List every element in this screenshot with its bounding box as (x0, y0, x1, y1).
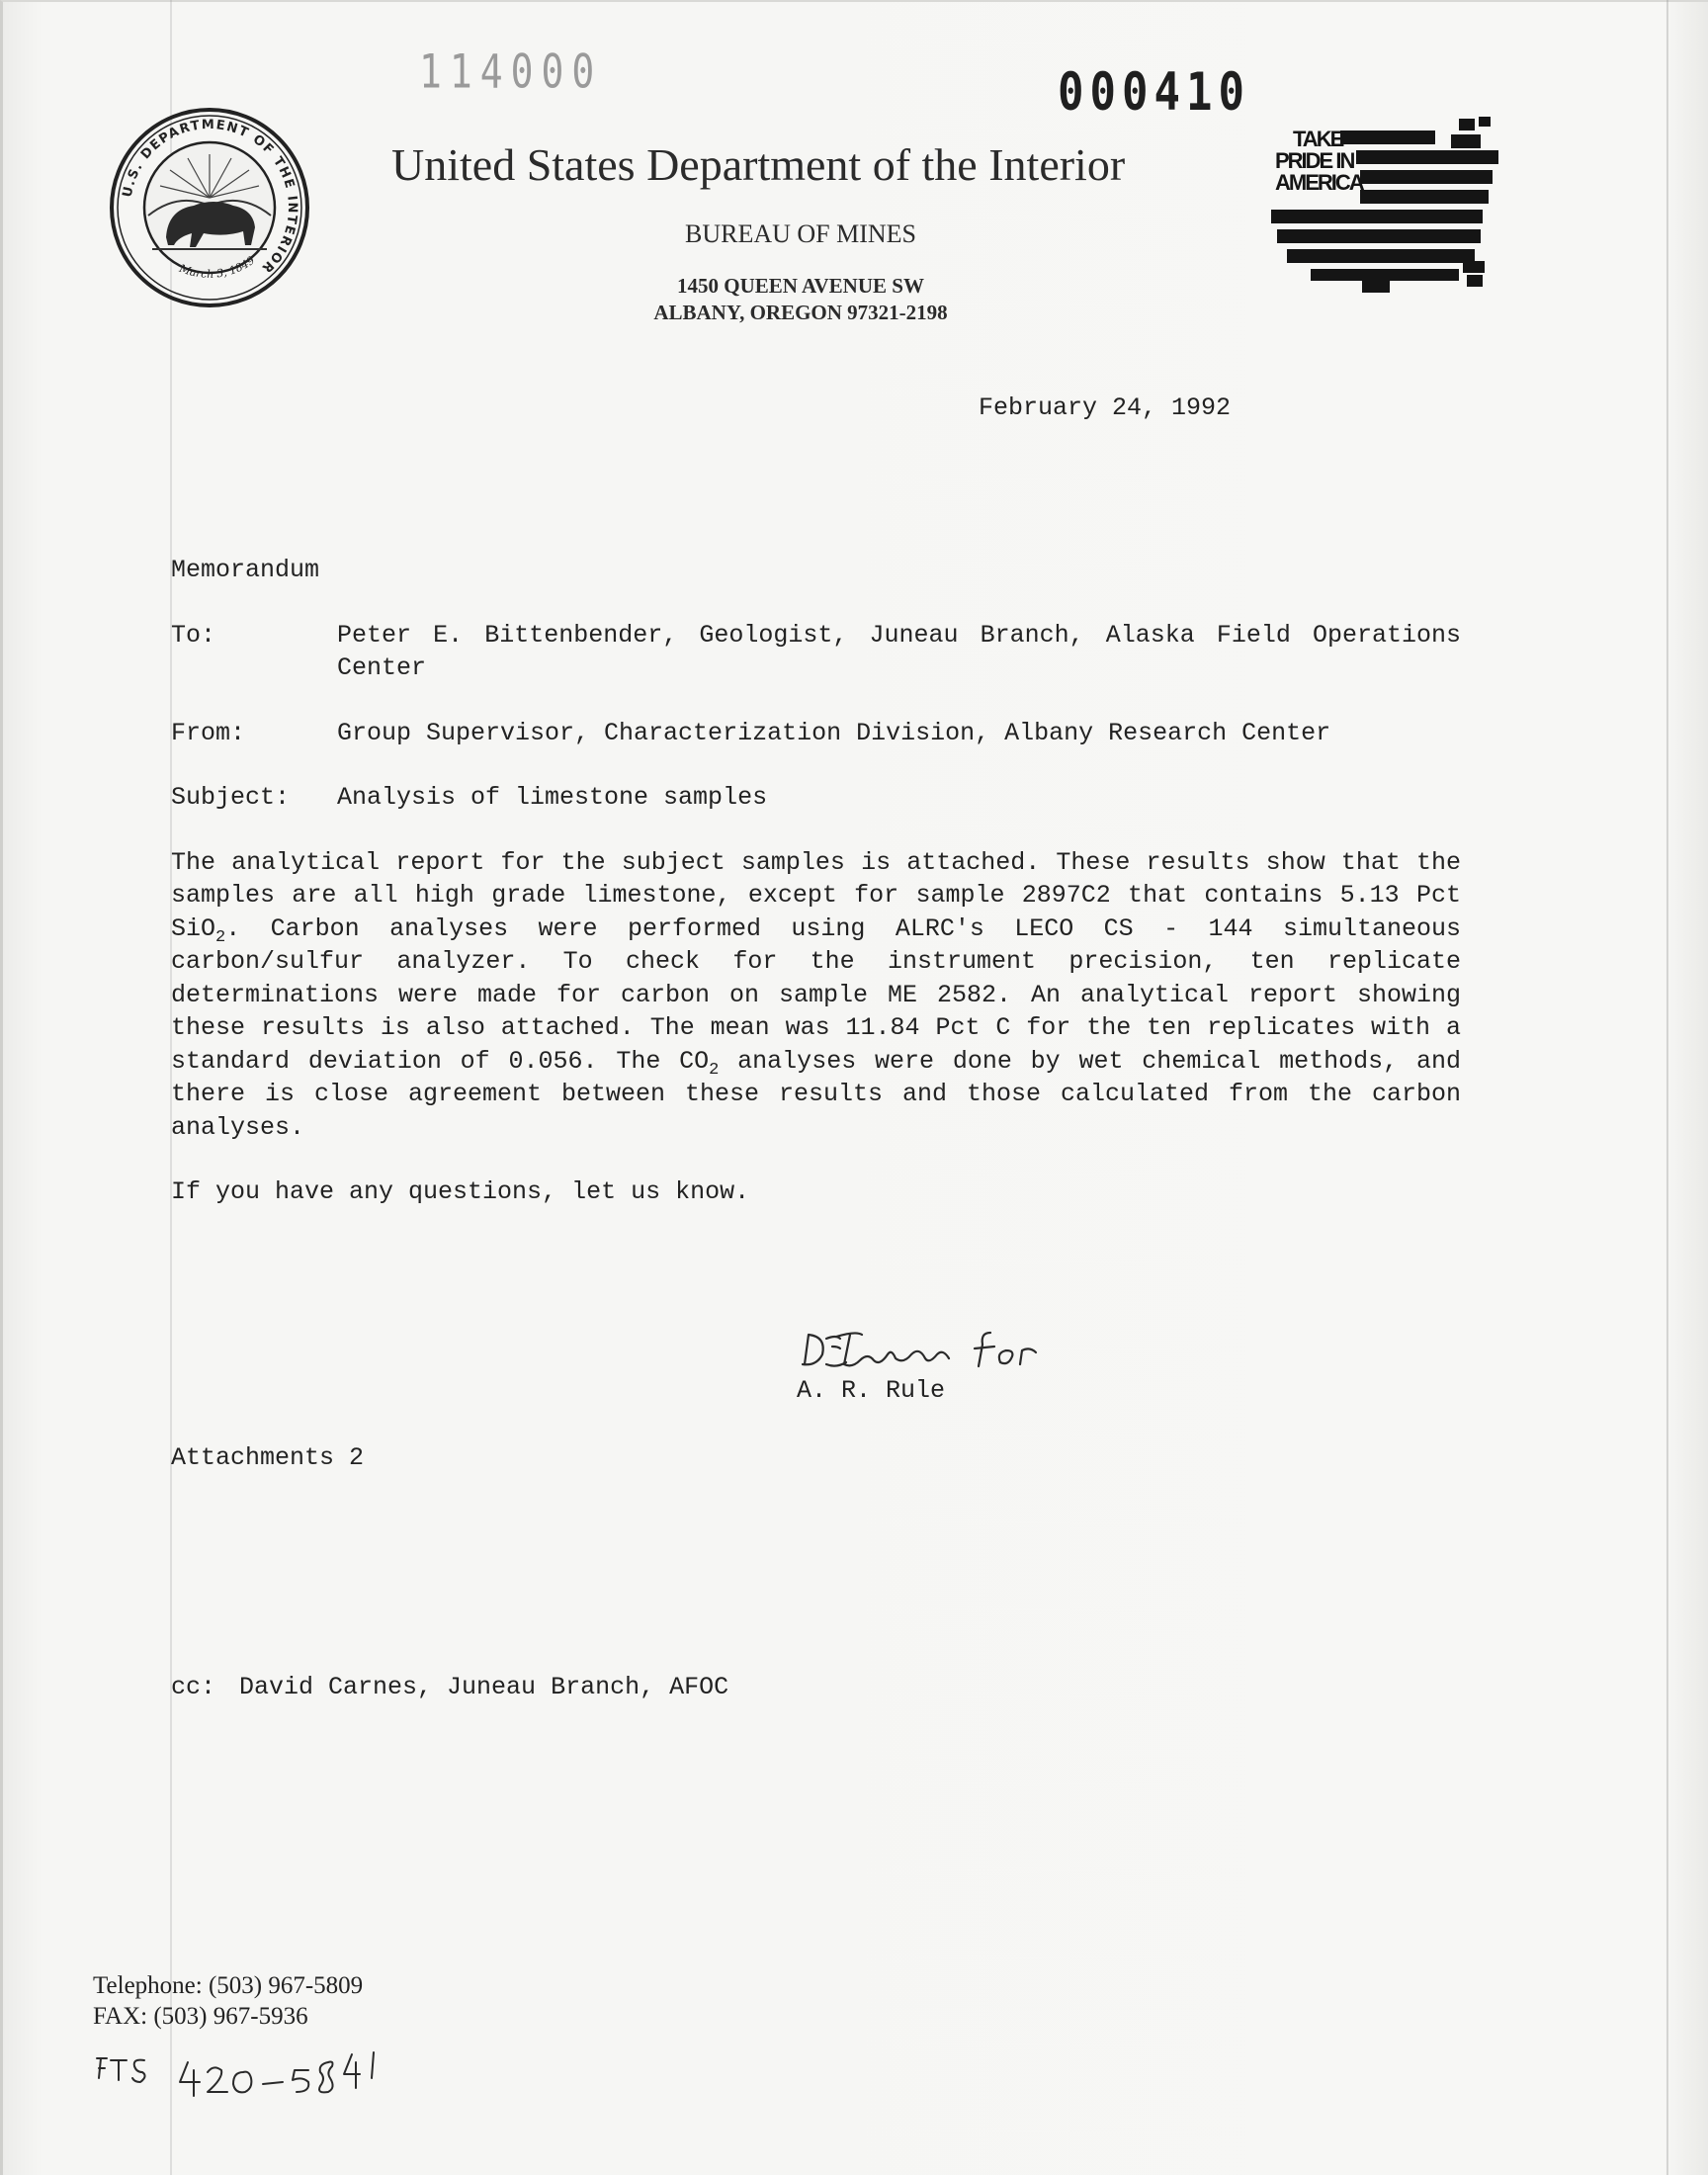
department-title: United States Department of the Interior (391, 139, 1126, 190)
to-value: Peter E. Bittenbender, Geologist, Juneau Branch, Alaska Field Operations Center (337, 620, 1461, 682)
memo-heading-row (171, 554, 1461, 587)
from-value: Group Supervisor, Characterization Division, Albany Research Center (337, 718, 1331, 747)
address-line-1: 1450 QUEEN AVENUE SW (677, 274, 924, 298)
pride-logo-line1: TAKE (1293, 127, 1343, 151)
memo-body (171, 554, 1461, 1241)
pride-logo-line3: AMERICA (1275, 170, 1363, 195)
scan-fold-line-right (1666, 0, 1668, 2175)
faint-stamp-number: 114000 (419, 44, 603, 99)
memo-subject-row (171, 781, 1461, 815)
bureau-name: BUREAU OF MINES (684, 219, 917, 248)
memo-to-row (171, 619, 1461, 685)
subject-label: Subject: (171, 783, 291, 812)
pride-logo-line2: PRIDE IN (1275, 148, 1354, 173)
attachments-note: Attachments 2 (171, 1443, 365, 1472)
to-label: To: (171, 620, 216, 650)
cc-line (171, 1673, 728, 1701)
letterhead-address (593, 273, 1008, 326)
seal-date-text: March 3, 1849 (177, 253, 258, 281)
take-pride-in-america-logo (1261, 117, 1516, 299)
handwritten-fts-number (93, 2048, 409, 2108)
contact-footer (93, 1970, 363, 2032)
department-seal-icon (109, 107, 310, 308)
body-paragraph-1-part-a: The analytical report for the subject samples is attached. These results show that the samples are all high grade limestone, except for sample 2897C2 that contains 5.13 Pct SiO (171, 847, 1461, 943)
body-paragraph-1-part-b: . Carbon analyses were performed using ALRC's LECO CS - 144 simultaneous carbon/sulfur analyzer. To check for the instrument precision, ten replicate determinations were made for carbon on sample ME 2582. An analytical report showing these results is also attached. The mean was 11.84 Pct C for the ten replicates with a standard deviation of 0.056. The CO (171, 914, 1461, 1076)
memo-date: February 24, 1992 (979, 393, 1232, 422)
telephone-line: Telephone: (503) 967-5809 (93, 1972, 364, 1999)
cc-label: cc: (171, 1673, 216, 1701)
handwritten-signature (797, 1325, 1093, 1380)
from-label: From: (171, 718, 246, 747)
seal-ring-text: U.S. DEPARTMENT OF THE INTERIOR (120, 117, 300, 277)
body-paragraph-2: If you have any questions, let us know. (171, 1177, 750, 1206)
signer-name: A. R. Rule (797, 1376, 946, 1405)
co2-subscript: 2 (709, 1060, 720, 1080)
document-number-stamp: 000410 (1058, 61, 1250, 124)
body-paragraph-1 (171, 846, 1461, 1145)
subject-value: Analysis of limestone samples (337, 783, 768, 812)
body-paragraph-1-part-c: analyses were done by wet chemical methods, and there is close agreement between these results and those calculated from the carbon analyses. (171, 1046, 1461, 1142)
memo-heading: Memorandum (171, 556, 320, 584)
address-line-2: ALBANY, OREGON 97321-2198 (653, 301, 948, 324)
cc-recipient: David Carnes, Juneau Branch, AFOC (239, 1673, 729, 1701)
fax-line: FAX: (503) 967-5936 (93, 2003, 308, 2030)
sio2-subscript: 2 (215, 927, 226, 947)
memo-from-row (171, 717, 1461, 750)
